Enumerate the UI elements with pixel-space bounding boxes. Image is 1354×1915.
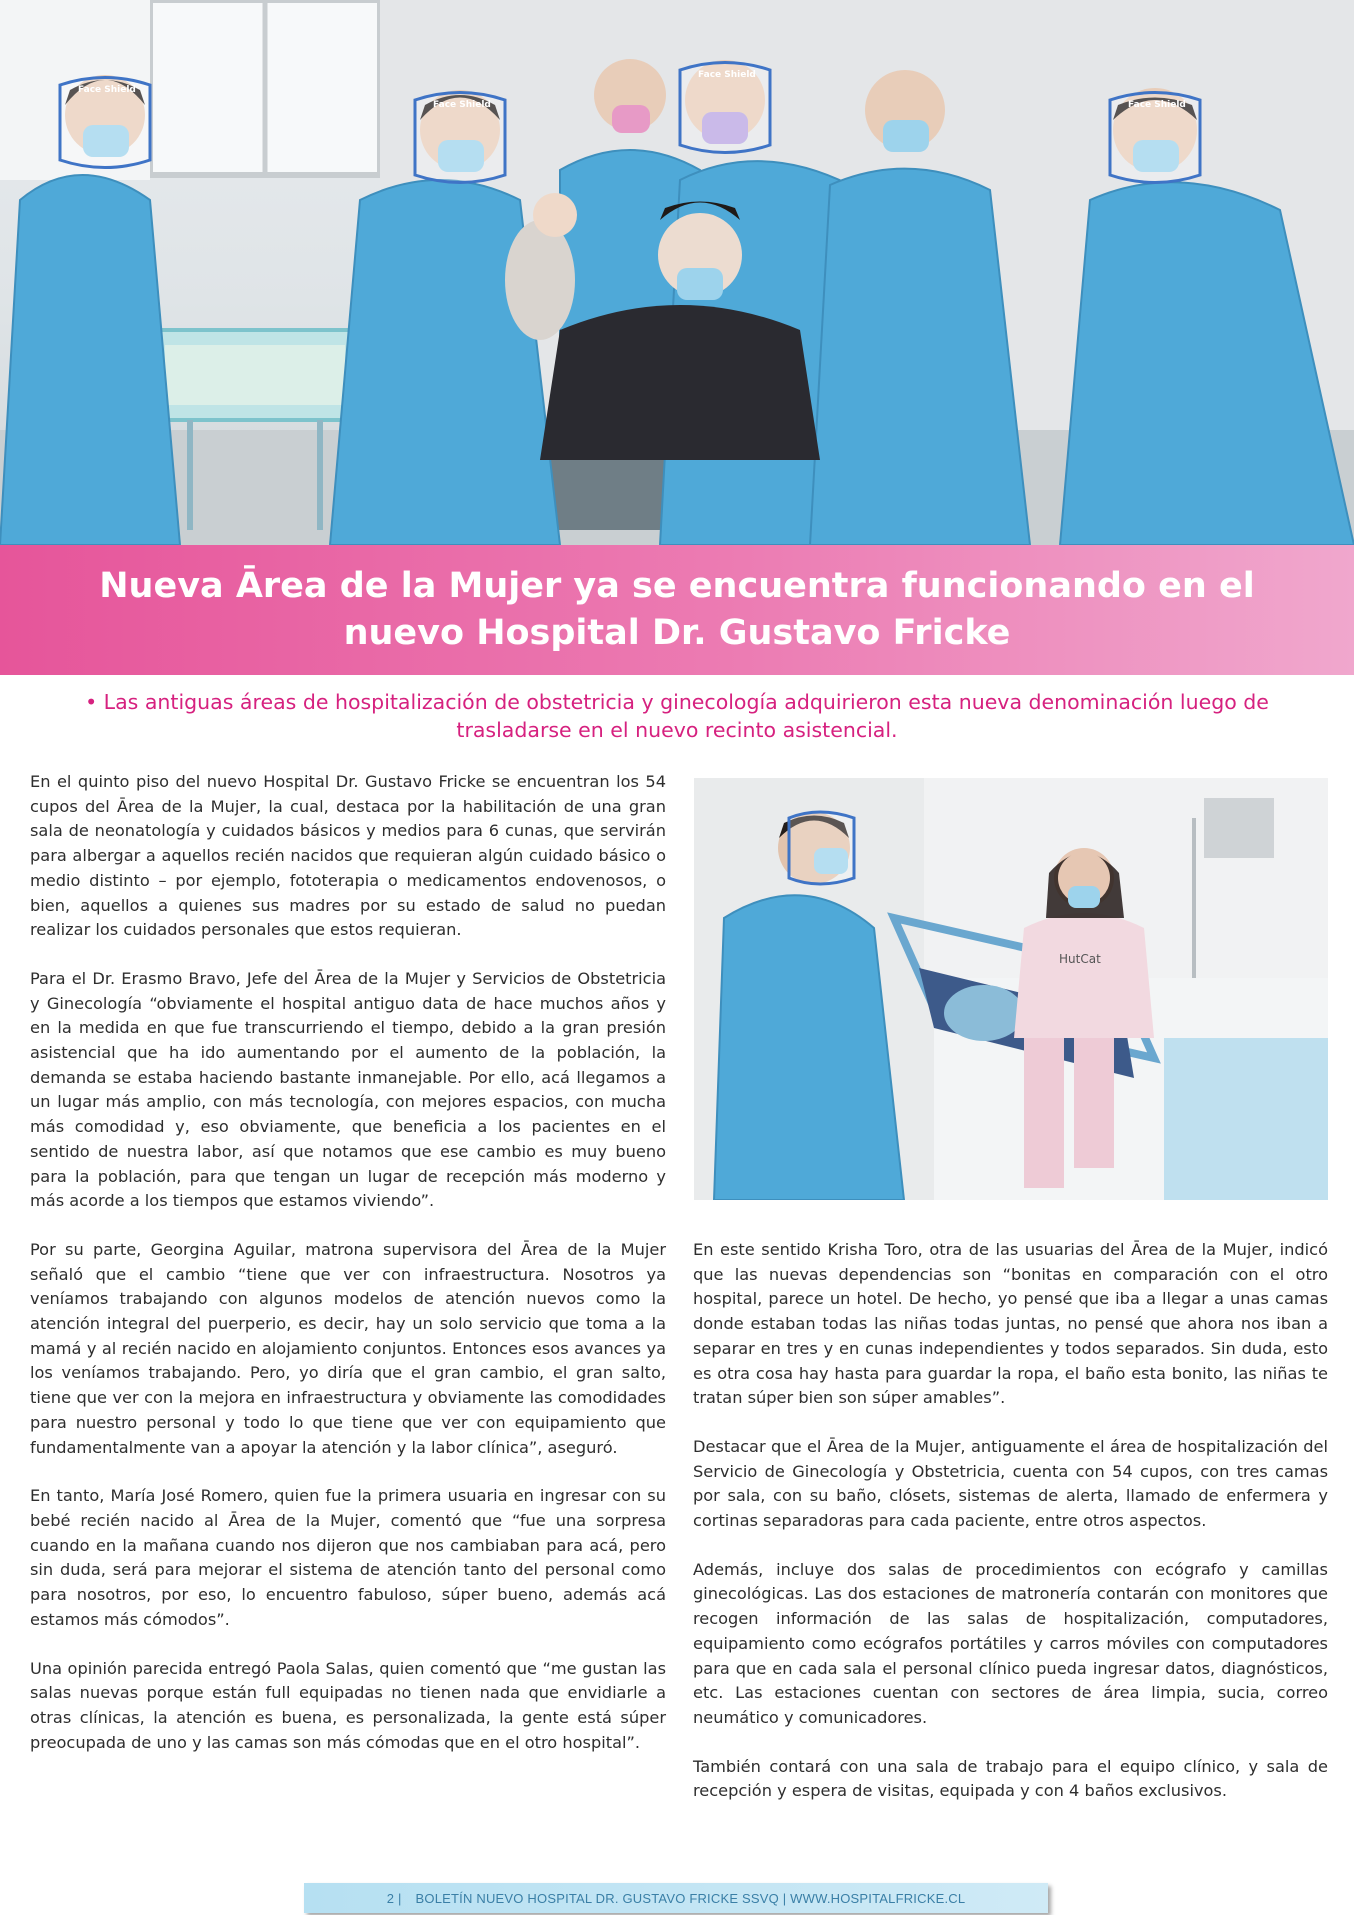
face-shield-label: Face Shield bbox=[433, 100, 491, 110]
ward-photo-illustration bbox=[694, 778, 1328, 1200]
hero-photo-illustration bbox=[0, 0, 1354, 545]
hero-photo bbox=[0, 0, 1354, 545]
page-footer bbox=[304, 1883, 1048, 1913]
body-paragraph: Para el Dr. Erasmo Bravo, Jefe del Ārea de la Mujer y Servicios de Obstetricia y Ginecología “obviamente el hospital antiguo data de hace muchos años y en la medida en que fue transcurriendo el tiempo, debido a la gran presión asistencial que ha ido aumentando por el aumento de la población, la demanda se estaba haciendo bastante inmanejable. Por ello, acá llegamos a un lugar más amplio, con más tecnología, con mejores espacios, con mucha más comodidad y, eso obviamente, que beneficia a los pacientes en el sentido de nuestra labor, así que notamos que ese cambio es muy bueno para la población, para que tengan un lugar de recepción más moderno y más acorde a los tiempos que estamos viviendo”. bbox=[30, 968, 666, 1211]
page-number: 2 | bbox=[386, 1890, 402, 1906]
body-paragraph: En el quinto piso del nuevo Hospital Dr. Gustavo Fricke se encuentran los 54 cupos del Ārea de la Mujer, la cual, destaca por la habilitación de una gran sala de neonatología y cuidados básicos y medios para 6 cunas, que servirán para albergar a aquellos recién nacidos que requieran algún cuidado básico o medio distinto – por ejemplo, fototerapia o medicamentos endovenosos, o bien, aquellos a quienes sus madres por su estado de salud no puedan realizar los cuidados personales que estos requieran. bbox=[30, 772, 666, 940]
left-column bbox=[30, 770, 666, 1779]
body-paragraph: Además, incluye dos salas de procedimientos con ecógrafo y camillas ginecológicas. Las dos estaciones de matronería contarán con monitores que recogen información de las salas de hospitalización, computadores, equipamiento como ecógrafos portátiles y carros móviles con computadores para que en cada sala el personal clínico pueda ingresar datos, diagnósticos, etc. Las estaciones cuentan con sectores de área limpia, sucia, correo neumático y comunicadores. bbox=[693, 1559, 1328, 1727]
body-paragraph: Destacar que el Ārea de la Mujer, antiguamente el área de hospitalización del Servicio de Ginecología y Obstetricia, cuenta con 54 cupos, con tres camas por sala, con su baño, clósets, sistemas de alerta, llamado de enfermera y cortinas separadoras para cada paciente, entre otros aspectos. bbox=[693, 1436, 1328, 1531]
face-shield-label: Face Shield bbox=[698, 70, 756, 80]
ward-photo bbox=[694, 778, 1328, 1200]
face-shield-label: Face Shield bbox=[1128, 100, 1186, 110]
body-paragraph: En tanto, María José Romero, quien fue la primera usuaria en ingresar con su bebé recién nacido al Ārea de la Mujer, comentó que “fue una sorpresa cuando en la mañana cuando nos dijeron que nos cambiaban para acá, pero sin duda, será para mejorar el sistema de atención tanto del personal como para nosotros, por eso, lo encuentro fabuloso, súper bueno, además acá estamos más cómodos”. bbox=[30, 1486, 666, 1629]
body-paragraph: En este sentido Krisha Toro, otra de las usuarias del Ārea de la Mujer, indicó que las nuevas dependencias son “bonitas en comparación con el otro hospital, parece un hotel. De hecho, yo pensé que iba a llegar a unas camas donde estaban todas las niñas todas juntas, no pensé que ahora nos iban a separar en tres y en cunas independientes y todos separados. Sin duda, esto es otra cosa hay hasta para guardar la ropa, el baño esta bonito, las niñas te tratan súper bien son súper amables”. bbox=[693, 1240, 1328, 1408]
body-paragraph: Una opinión parecida entregó Paola Salas, quien comentó que “me gustan las salas nuevas porque están full equipadas no tienen nada que envidiarle a otras clínicas, la atención es buena, es personalizada, la gente está súper preocupada de uno y las camas son más cómodas que en el otro hospital”. bbox=[30, 1658, 666, 1752]
body-paragraph: También contará con una sala de trabajo para el equipo clínico, y sala de recepción y espera de visitas, equipada y con 4 baños exclusivos. bbox=[693, 1756, 1328, 1801]
footer-text: BOLETÍN NUEVO HOSPITAL DR. GUSTAVO FRICKE SSVQ | WWW.HOSPITALFRICKE.CL bbox=[415, 1890, 966, 1906]
article-title: Nueva Ārea de la Mujer ya se encuentra funcionando en el nuevo Hospital Dr. Gustavo Fricke bbox=[99, 566, 1255, 653]
article-subtitle: • Las antiguas áreas de hospitalización de obstetricia y ginecología adquirieron esta nueva denominación luego de trasladarse en el nuevo recinto asistencial. bbox=[85, 690, 1269, 742]
face-shield-label: Face Shield bbox=[78, 85, 136, 95]
title-band bbox=[0, 545, 1354, 675]
shirt-text: HutCat bbox=[1059, 952, 1101, 966]
body-paragraph: Por su parte, Georgina Aguilar, matrona supervisora del Ārea de la Mujer señaló que el cambio “tiene que ver con infraestructura. Nosotros ya veníamos trabajando con algunos modelos de atención nuevos como la atención integral del puerperio, es decir, hay un solo servicio que toma a la mamá y al recién nacido en alojamiento conjuntos. Entonces esos avances ya los veníamos trabajando. Pero, yo diría que el gran cambio, el gran salto, tiene que ver con la mejora en infraestructura y obviamente las comodidades para nuestro personal y todo lo que tiene que ver con equipamiento que fundamentalmente van a apoyar la atención y la labor clínica”, aseguró. bbox=[30, 1239, 666, 1457]
right-column bbox=[693, 1238, 1328, 1828]
